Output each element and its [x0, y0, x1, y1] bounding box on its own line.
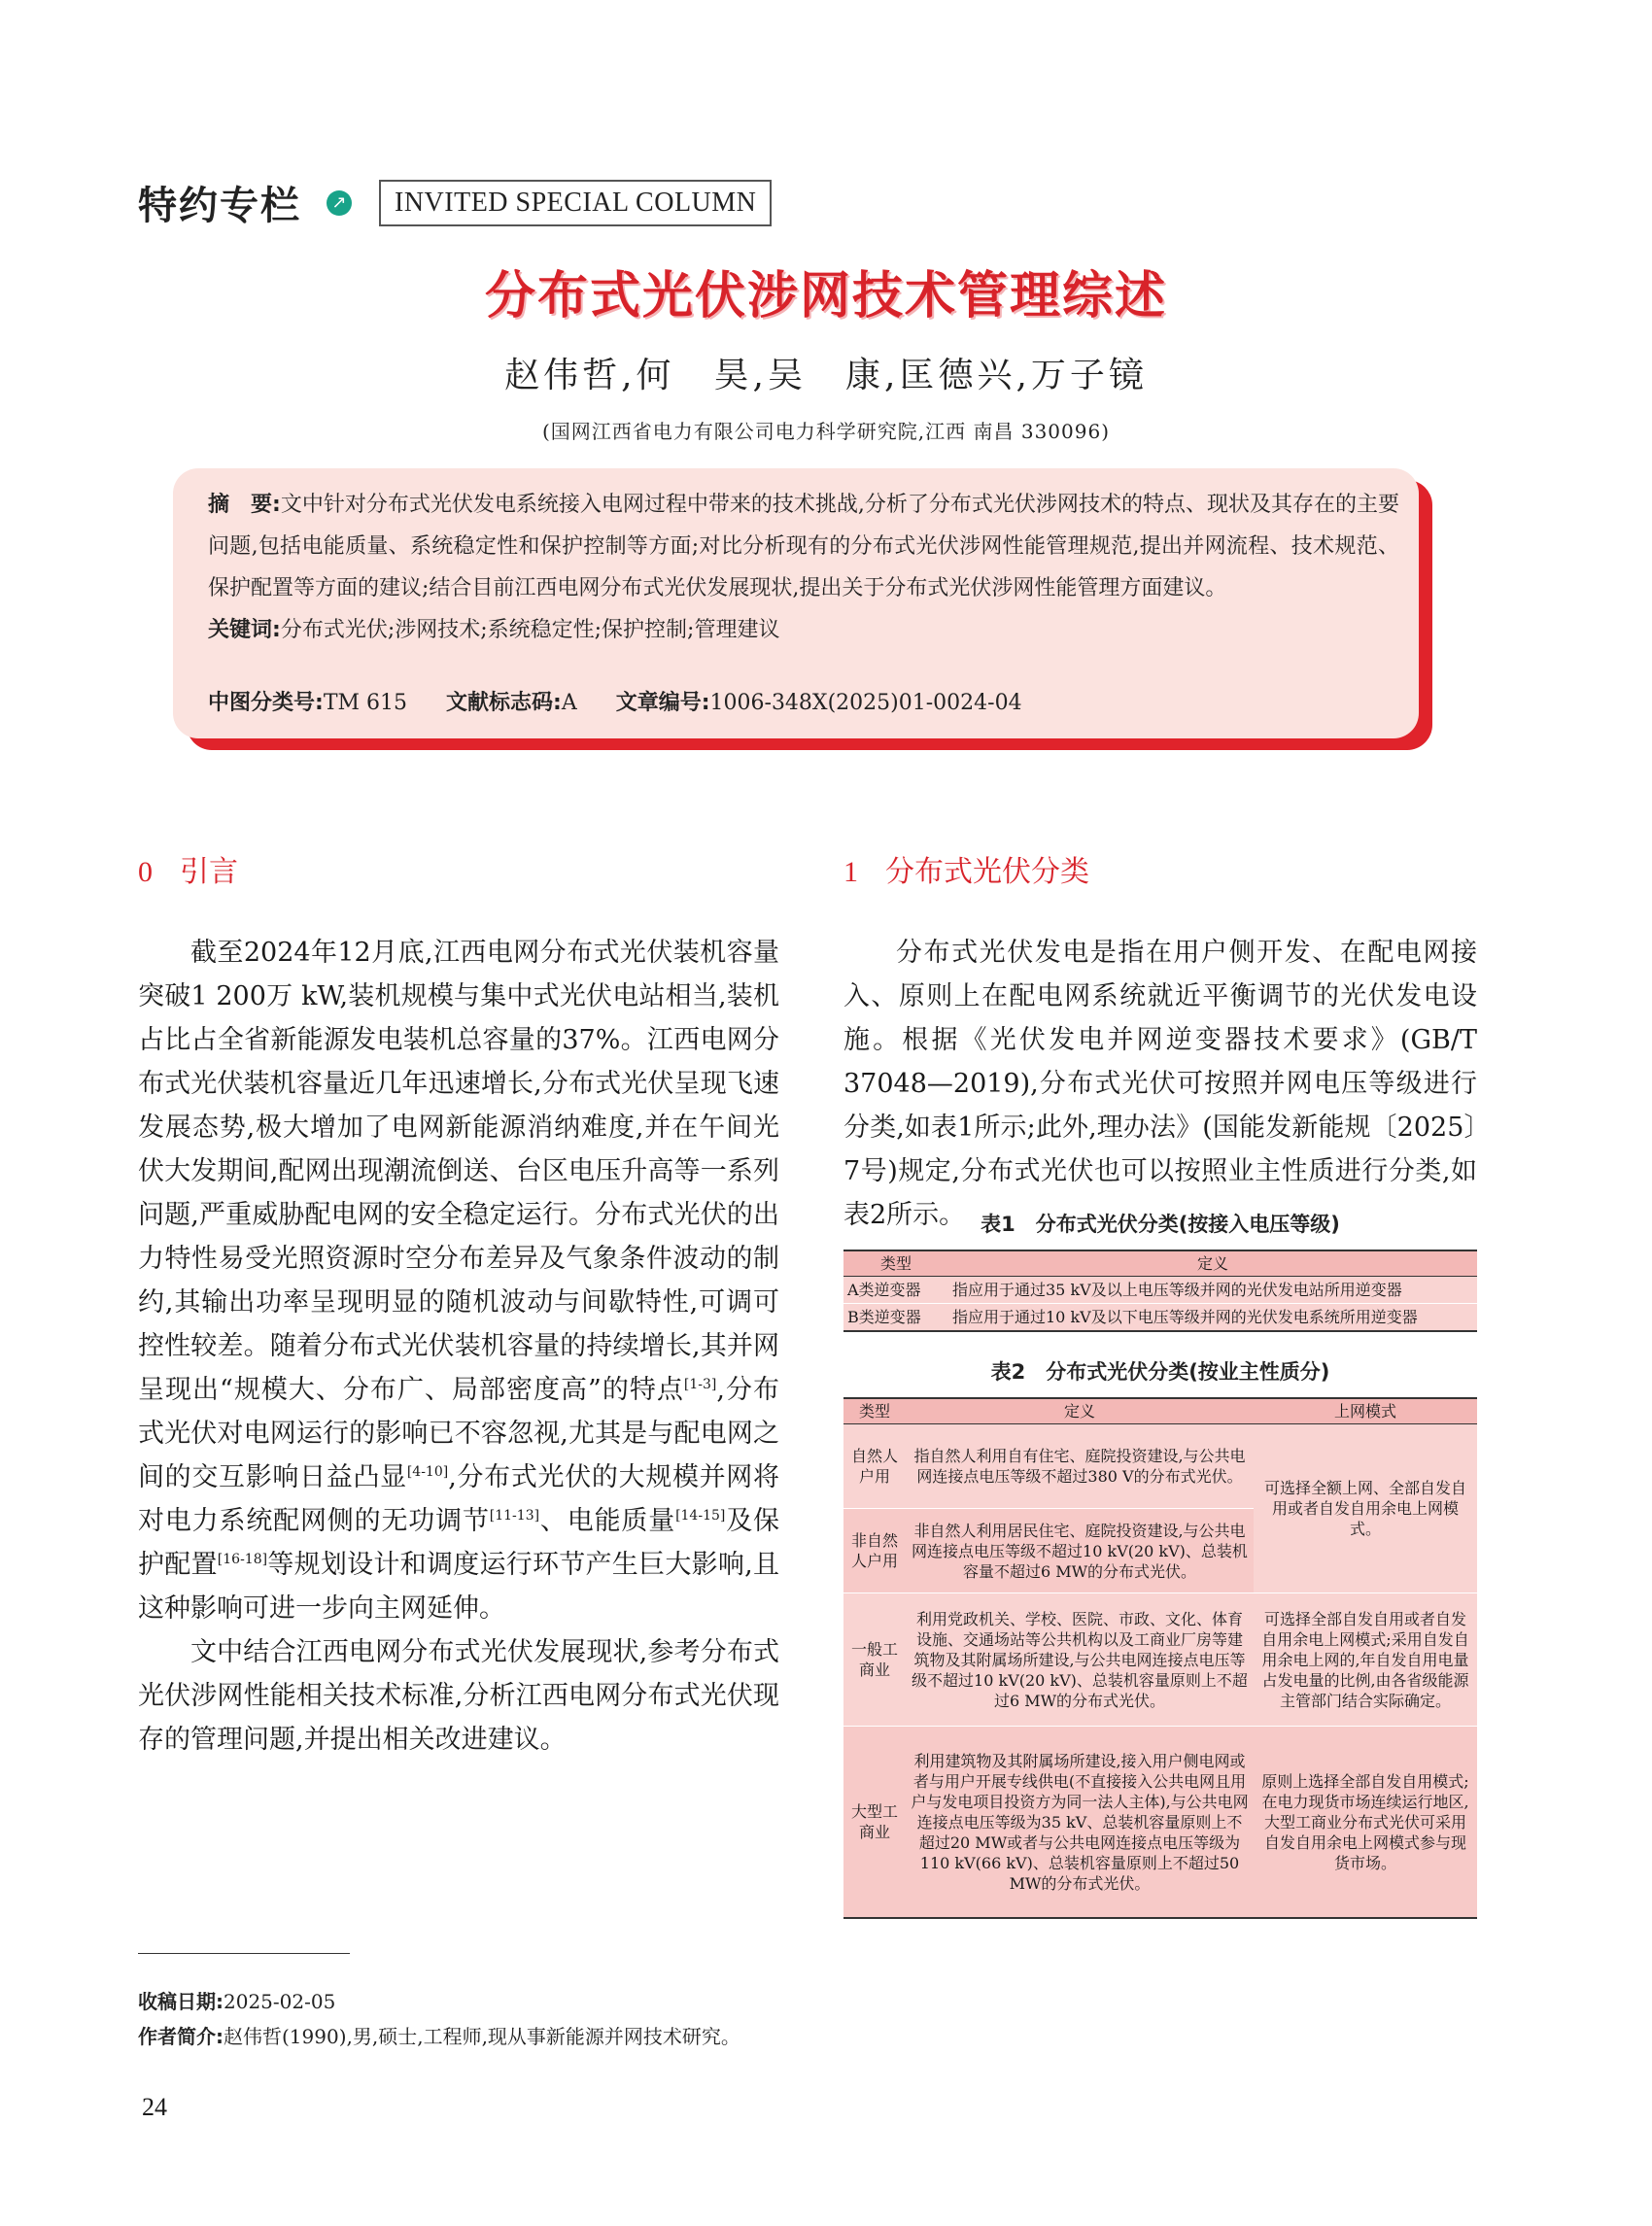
abstract-label: 摘 要:	[208, 493, 281, 517]
table-cell: 非自然人户用	[843, 1509, 906, 1593]
abstract-text: 文中针对分布式光伏发电系统接入电网过程中带来的技术挑战,分析了分布式光伏涉网技术的特点、现状及其存在的主要问题,包括电能质量、系统稳定性和保护控制等方面;对比分析现有的分布式光伏涉网性能管理规范,提出并网流程、技术规范、保护配置等方面的建议;结合目前江西电网分布式光伏发展现状,提出关于分布式光伏涉网性能管理方面建议。	[208, 493, 1399, 600]
table-cell: 可选择全部自发自用或者自发自用余电上网模式;采用自发自用余电上网的,年自发自用电量占发电量的比例,由各省级能源主管部门结合实际确定。	[1254, 1593, 1477, 1727]
received-label: 收稿日期:	[138, 1990, 224, 2013]
clc-value: TM 615	[323, 691, 407, 715]
table-row	[843, 1304, 1477, 1332]
table-2-header: 类型	[843, 1398, 906, 1424]
affiliation: (国网江西省电力有限公司电力科学研究院,江西 南昌 330096)	[541, 420, 1111, 443]
table-row	[843, 1424, 1477, 1509]
text-run: 等规划设计和调度运行环节产生巨大影响,且这种影响可进一步向主网延伸。	[138, 1550, 779, 1624]
table-1-header: 定义	[948, 1250, 1477, 1277]
clc-label: 中图分类号:	[208, 691, 324, 715]
table-cell: 原则上选择全部自发自用模式;在电力现货市场连续运行地区,大型工商业分布式光伏可采用自发自用余电上网模式参与现货市场。	[1254, 1727, 1477, 1919]
table-cell: 自然人户用	[843, 1424, 906, 1509]
table-row	[843, 1593, 1477, 1727]
table-2-header: 上网模式	[1254, 1398, 1477, 1424]
doc-code-value: A	[561, 691, 577, 715]
text-run: ,分布式光伏对电网运行的影响已不容忽视,尤其是与配电网之间的交互影响日益凸显	[138, 1375, 779, 1492]
section-1-paragraph-1: 分布式光伏发电是指在用户侧开发、在配电网接入、原则上在配电网系统就近平衡调节的光伏发电设施。根据《光伏发电并网逆变器技术要求》(GB/T 37048—2019),分布式光伏可按照并网电压等级进行分类,如表1所示;此外,理办法》(国能发新能规〔2025〕7号)规定,分布式光伏也可以按照业主性质进行分类,如表2所示。	[843, 938, 1477, 1230]
footnote-divider	[138, 1953, 350, 1954]
citation: [16-18]	[217, 1552, 268, 1567]
table-cell: 指自然人利用自有住宅、庭院投资建设,与公共电网连接点电压等级不超过380 V的分布式光伏。	[906, 1424, 1254, 1509]
table-cell: 一般工商业	[843, 1593, 906, 1727]
citation: [14-15]	[675, 1508, 726, 1524]
table-cell: 指应用于通过35 kV及以上电压等级并网的光伏发电站所用逆变器	[948, 1277, 1477, 1304]
section-0-paragraph-2: 文中结合江西电网分布式光伏发展现状,参考分布式光伏涉网性能相关技术标准,分析江西电网分布式光伏现存的管理问题,并提出相关改进建议。	[138, 1637, 779, 1755]
section-0-heading	[138, 847, 238, 890]
received-value: 2025-02-05	[224, 1990, 336, 2013]
author-label: 作者简介:	[138, 2025, 224, 2048]
abstract	[208, 484, 1399, 651]
table-2	[843, 1397, 1477, 1919]
doc-code	[446, 686, 577, 716]
table-cell: B类逆变器	[843, 1304, 948, 1332]
arrow-up-right-icon: ↗	[327, 190, 352, 216]
section-0-paragraph-1	[138, 931, 779, 1630]
citation: [11-13]	[489, 1508, 540, 1524]
article-no-label: 文章编号:	[615, 691, 710, 715]
table-2-header: 定义	[906, 1398, 1254, 1424]
keywords-label: 关键词:	[208, 618, 281, 642]
text-run: 截至2024年12月底,江西电网分布式光伏装机容量突破1 200万 kW,装机规模与集中式光伏电站相当,装机占比占全省新能源发电装机总容量的37%。江西电网分布式光伏装机容量近几年迅速增长,分布式光伏呈现飞速发展态势,极大增加了电网新能源消纳难度,并在午间光伏大发期间,配网出现潮流倒送、台区电压升高等一系列问题,严重威胁配电网的安全稳定运行。分布式光伏的出力特性易受光照资源时空分布差异及气象条件波动的制约,其输出功率呈现明显的随机波动与间歇特性,可调可控性较差。随着分布式光伏装机容量的持续增长,其并网呈现出“规模大、分布广、局部密度高”的特点	[138, 938, 779, 1405]
column-title-cn: 特约专栏	[138, 184, 301, 228]
table-cell: 利用党政机关、学校、医院、市政、文化、体育设施、交通场站等公共机构以及工商业厂房等建筑物及其附属场所建设,与公共电网连接点电压等级不超过10 kV(20 kV)、总装机容量原则上不超过6 MW的分布式光伏。	[906, 1593, 1254, 1727]
table-cell: 可选择全额上网、全部自发自用或者自发自用余电上网模式。	[1254, 1424, 1477, 1593]
paper-title: 分布式光伏涉网技术管理综述	[484, 267, 1167, 325]
table-cell: 指应用于通过10 kV及以下电压等级并网的光伏发电系统所用逆变器	[948, 1304, 1477, 1332]
section-0-title: 引言	[180, 855, 238, 889]
table-row	[843, 1727, 1477, 1919]
article-no	[616, 686, 1022, 716]
table-1	[843, 1250, 1477, 1332]
keywords-text: 分布式光伏;涉网技术;系统稳定性;保护控制;管理建议	[280, 618, 780, 642]
article-no-value: 1006-348X(2025)01-0024-04	[709, 691, 1022, 715]
table-1-header: 类型	[843, 1250, 948, 1277]
clc	[208, 686, 407, 716]
authors: 赵伟哲,何 昊,吴 康,匡德兴,万子镜	[504, 356, 1148, 395]
table-1-caption: 表1 分布式光伏分类(按接入电压等级)	[981, 1213, 1340, 1236]
column-header	[138, 175, 772, 230]
section-1-body	[843, 931, 1477, 1237]
table-cell: A类逆变器	[843, 1277, 948, 1304]
text-run: 及保护配置	[138, 1506, 780, 1580]
text-run: 、电能质量	[539, 1506, 676, 1536]
keywords	[208, 609, 1399, 651]
table-row	[843, 1277, 1477, 1304]
section-1-heading	[843, 847, 1089, 890]
article-meta	[208, 686, 1022, 716]
text-run: ,分布式光伏的大规模并网将对电力系统配网侧的无功调节	[138, 1462, 779, 1536]
column-title-en: INVITED SPECIAL COLUMN	[379, 180, 772, 226]
section-1-title: 分布式光伏分类	[885, 855, 1089, 889]
table-2-caption: 表2 分布式光伏分类(按业主性质分)	[990, 1360, 1330, 1384]
author-value: 赵伟哲(1990),男,硕士,工程师,现从事新能源并网技术研究。	[224, 2025, 740, 2048]
author-bio	[138, 2021, 740, 2049]
section-1-number: 1	[843, 856, 858, 888]
doc-code-label: 文献标志码:	[446, 691, 562, 715]
page-number: 24	[142, 2093, 167, 2121]
table-cell: 非自然人利用居民住宅、庭院投资建设,与公共电网连接点电压等级不超过10 kV(20 kV)、总装机容量不超过6 MW的分布式光伏。	[906, 1509, 1254, 1593]
abstract-paragraph	[208, 484, 1399, 609]
received-date	[138, 1986, 335, 2014]
table-cell: 利用建筑物及其附属场所建设,接入用户侧电网或者与用户开展专线供电(不直接接入公共电网且用户与发电项目投资方为同一法人主体),与公共电网连接点电压等级为35 kV、总装机容量原则上不超过20 MW或者与公共电网连接点电压等级为110 kV(66 kV)、总装机容量原则上不超过50 MW的分布式光伏。	[906, 1727, 1254, 1919]
section-0-number: 0	[138, 856, 153, 888]
citation: [4-10]	[406, 1464, 449, 1480]
section-0-body	[138, 931, 779, 1762]
citation: [1-3]	[683, 1377, 717, 1392]
table-cell: 大型工商业	[843, 1727, 906, 1919]
